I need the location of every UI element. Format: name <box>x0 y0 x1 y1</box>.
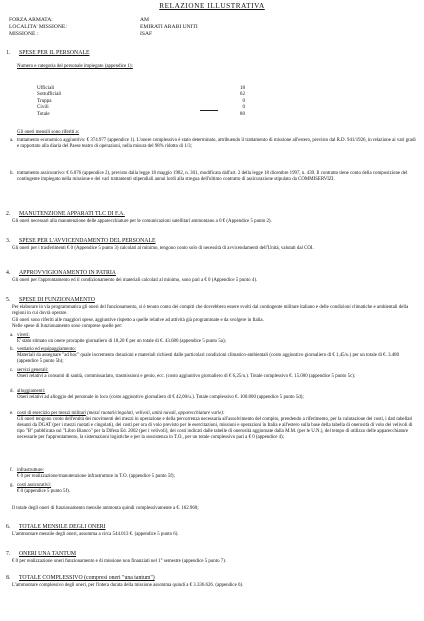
section-2-heading <box>6 211 125 218</box>
staff-value: 18 <box>239 85 245 91</box>
section-title: ONERI UNA TANTUM <box>19 551 77 557</box>
section-number: 3. <box>6 238 11 244</box>
list-marker: b. <box>10 347 14 352</box>
list-head: costi assicurativi: <box>17 483 52 488</box>
staff-label: Sottufficiali <box>37 91 62 97</box>
header-row-localita <box>9 24 198 30</box>
staff-row-total <box>37 111 245 117</box>
staff-label: Civili <box>37 104 49 110</box>
list-item-5g <box>10 483 417 495</box>
header-value: ISAF <box>140 31 153 37</box>
list-marker: d. <box>10 389 14 394</box>
list-item-5c <box>10 368 417 380</box>
list-head: servizi generali: <box>17 368 49 373</box>
section-title: TOTALE COMPLESSIVO (compresi oneri "una tantum") <box>19 575 155 581</box>
list-item-1b <box>10 171 417 183</box>
section-number: 6. <box>6 524 11 530</box>
header-value: EMIRATI ARABI UNITI <box>140 24 198 30</box>
header-key: FORZA ARMATA: <box>9 17 53 23</box>
list-marker: a. <box>10 333 14 338</box>
section-number: 2. <box>6 211 11 217</box>
staff-label: Truppa <box>37 98 52 104</box>
section-4-heading <box>6 270 116 277</box>
list-text: Gli oneri tengono conto dell'entità dei movimenti dei mezzi in operazione e della percorrenza necessaria all'assolvimento del compito, prendendo a riferimento, per la valutazione dei costi, i dati tabellari desunti da DGAT (per i mezzi ruotati e cingolati), dei costi per ora di volo previsto per le esercitazioni, missioni e operazioni in Italia e all'estero sulla base della tabella di onerosità di volo dei velivoli di tipo "B" pubblicata sul "Libro Bianco" per la Difesa Ed. 2002 (per i velivoli), dei costi indicati dalle tabelle di onerosità aggiornate dalla M.M. (per le U.N.), del tempo di utilizzo delle apparecchiature necessarie per l'approntamento, la sistemazioni logistiche e per la sussistenza in T.O., per un totale complessivo pari a € 0 (appendice 4); <box>17 417 413 441</box>
list-marker: c. <box>10 368 14 373</box>
section-5-text-3: Nelle spese di funzionamento sono comprese quelle per: <box>12 324 123 329</box>
header-row-missione <box>9 31 152 37</box>
list-item-5e <box>10 411 417 441</box>
staff-label: Ufficiali <box>37 85 55 91</box>
list-marker: a. <box>10 138 14 143</box>
section-title: SPESE PER IL PERSONALE <box>19 50 90 56</box>
section-number: 7. <box>6 551 11 557</box>
section-title: SPESE DI FUNZIONAMENTO <box>19 297 95 303</box>
section-number: 5. <box>6 297 11 303</box>
staff-value: 0 <box>242 104 245 110</box>
list-marker: b. <box>10 171 14 176</box>
list-head: viveri: <box>17 333 30 338</box>
section-5-heading <box>6 297 95 304</box>
list-item-5f <box>10 468 417 480</box>
list-item-1a <box>10 138 417 150</box>
list-item-5d <box>10 389 417 401</box>
staff-row <box>37 91 245 97</box>
section-8-text: L'ammontare complessivo degli oneri, per l'intera durata della missione assomma quindi a € 3.336.626. (appendice 6). <box>12 583 244 588</box>
staff-value: 80 <box>239 111 245 117</box>
list-head: alloggiamenti: <box>17 389 46 394</box>
list-text: trattamento assicurativo: € 6.076 (appendice 2), previsto dalla legge 18 maggio 1982, n. 301, modificata dall'art. 2 della legge 18 dicembre 1997, n. 439. Il contratto tiene conto della composizione del contingente impiegato nella missione e dei vari trattamenti stipendiali annui lordi alla stregua dell'ultimo contratto di assicurazione stipulato da COMMISERVIZI. <box>17 171 408 183</box>
header-row-forza-armata <box>9 17 149 23</box>
staff-intro: Numero e categoria del personale impiegato (appendice 1): <box>17 64 133 69</box>
document-title: RELAZIONE ILLUSTRATIVA <box>159 2 265 10</box>
list-marker: e. <box>10 411 14 416</box>
section-title: APPROVVIGIONAMENTO IN PATRIA <box>19 270 116 276</box>
section-5-text-2: Gli oneri sono riferiti alle maggiori spese, aggiuntive rispetto a quelle relative ad attività già programmate e da svolgere in Italia. <box>12 318 264 323</box>
section-7-text: € 0 per realizzazione oneri funzionamento e di missione non finanziati nel 1° semestre (appendice 5 punto 7). <box>12 559 227 564</box>
section-number: 4. <box>6 270 11 276</box>
section-3-heading <box>6 238 156 245</box>
section-title: TOTALE MENSILE DEGLI ONERI <box>19 524 106 530</box>
section-5-total: Il totale degli oneri di funzionamento mensile ammonta quindi complessivamente a €. 162.960; <box>12 506 199 511</box>
list-text: Oneri relativi a consumi di sanità, commissariato, trasmissioni e genio, ecc. (costo aggiuntivo giornaliero di € 6,25/u.). Totale complessivo €. 15.000 (appendice 5 punto 5c); <box>17 374 356 380</box>
section-2-text: Gli oneri necessari alla manutenzione delle apparecchiature per le comunicazioni satellitari ammontano a 0 € (Appendice 5 punto 2). <box>12 219 272 224</box>
list-text: trattamento economico aggiuntivo: € 374.977 (appendice 1). L'onere complessivo è stato determinato, attribuendo il trattamento di missione all'estero, previsto dal R.D. 941/1926, in relazione ai vari gradi e rapportato alla diaria del Paese teatro di operazioni, nella misura del 98% ridotto di 1/3; <box>17 138 416 150</box>
section-7-heading <box>6 551 76 558</box>
list-item-5a <box>10 333 417 345</box>
list-head: vestiario ed equipaggiamento: <box>17 347 76 352</box>
list-marker: g. <box>10 483 14 488</box>
section-6-text: L'ammontare mensile degli oneri, assomma a circa 544.013 €. (appendice 5 punto 6). <box>12 532 179 537</box>
list-head: costi di esercizio per mezzi militari <box>17 411 86 416</box>
list-head-detail: (mezzi ruotati/cingolati, velivoli, unità navali, apparecchiature varie): <box>87 411 225 416</box>
header-key: MISSIONE : <box>9 31 39 37</box>
staff-value: 0 <box>242 98 245 104</box>
section-6-heading <box>6 524 106 531</box>
section-number: 8. <box>6 575 11 581</box>
section-4-text: Gli oneri per l'approntamento ed il condizionamento dei materiali calcolati al minimo, sono pari a € 0 (Appendice 5 punto 4). <box>12 278 258 283</box>
list-marker: f. <box>10 468 13 473</box>
costs-intro: Gli oneri mensili sono riferiti a: <box>17 130 80 135</box>
list-head: infrastrutture: <box>17 468 44 473</box>
section-5-text-1: Per elaborare in via programmatica gli oneri del funzionamento, si è tenuto conto dei compiti che dovrebbero essere svolti dal contingente militare italiano e delle condizioni climatiche e ambientali della regioni in cui dovrà operare. <box>12 305 409 317</box>
list-text: E' stato stimato un onere procapite giornaliero di 18,20 € per un totale di €. 43.680 (appendice 5 punto 5a); <box>17 339 226 345</box>
section-3-text: Gli oneri per i trasferimenti € 0 (Appendice 5 punto 3) calcolati al minimo, tengono conto solo di necessità di avvicendamenti dell'Unità, valutati dal COI. <box>12 246 314 251</box>
staff-label: Totale <box>37 111 50 117</box>
header-value: AM <box>140 17 150 23</box>
staff-value: 62 <box>239 91 245 97</box>
section-number: 1. <box>6 50 11 56</box>
section-8-heading <box>6 575 155 582</box>
section-1-heading <box>6 50 90 57</box>
list-item-5b <box>10 347 417 365</box>
list-text: € 0 per realizzazione/manutenzione infrastrutture in T.O. (appendice 5 punto 5f); <box>17 474 175 480</box>
list-text: Materiali da assegnare "ad hoc" quale incremento dotazioni e materiali richiesti dalle particolari condizioni climatico-ambientali (costo aggiuntivo giornaliero di € 1,45/u.) per un totale di €. 3.480 (appendice 5 punto 5b); <box>17 353 400 365</box>
section-title: MANUTENZIONE APPARATI TLC DI F.A. <box>19 211 125 217</box>
header-key: LOCALITA' MISSIONE: <box>9 24 67 30</box>
list-text: € 0 (appendice 5 punto 5f). <box>17 489 70 495</box>
section-title: SPESE PER L'AVVICENDAMENTO DEL PERSONALE <box>19 238 156 244</box>
list-text: Oneri relativi ad alloggio del personale in loco (costo aggiuntivo giornaliero di € 42,00/u.). Totale complessivo €. 100.800 (appendice 5 punto 5d); <box>17 395 304 401</box>
